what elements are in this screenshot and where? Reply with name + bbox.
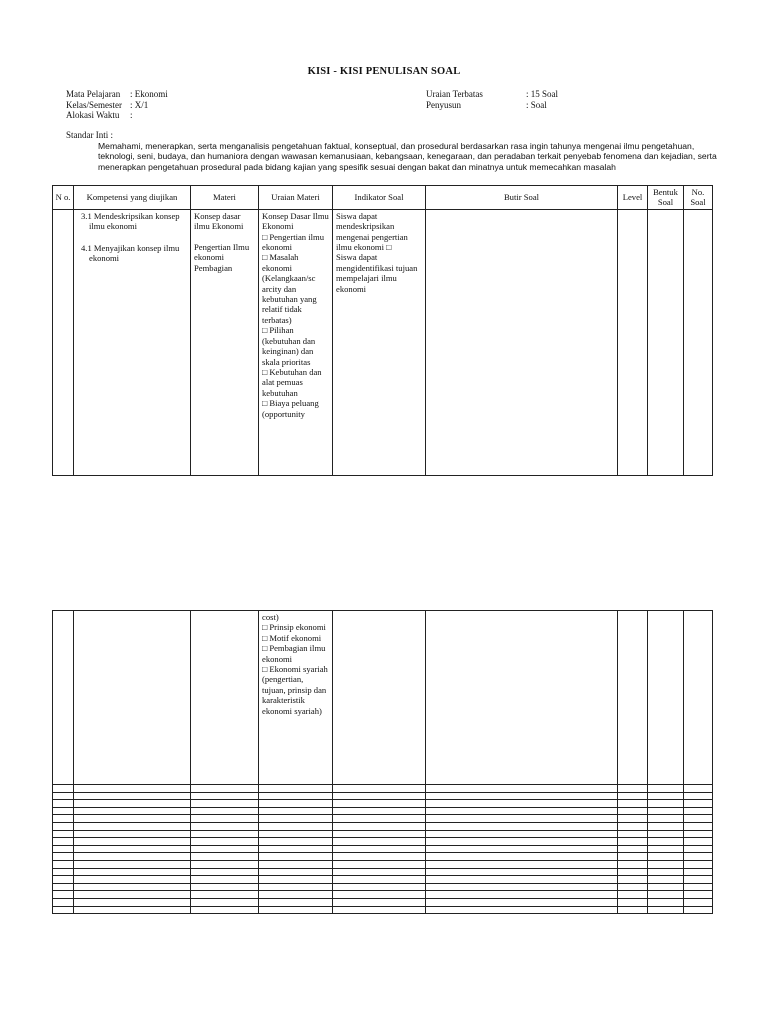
meta-row-kelas-semester	[66, 100, 168, 111]
empty-cell	[74, 891, 191, 899]
meta-row-penyusun	[426, 100, 558, 111]
empty-cell	[684, 906, 713, 914]
empty-cell	[618, 898, 648, 906]
empty-table-row	[53, 838, 713, 846]
empty-cell	[74, 883, 191, 891]
empty-table-row	[53, 876, 713, 884]
empty-cell	[333, 860, 426, 868]
cell-uraian-materi: Konsep Dasar Ilmu Ekonomi □ Pengertian ilmu ekonomi □ Masalah ekonomi (Kelangkaan/sc arcity dan kebutuhan yang relatif tidak terbatas) □ Pilihan (kebutuhan dan keinginan) dan skala prioritas □ Kebutuhan dan alat pemuas kebutuhan □ Biaya peluang (opportunity	[259, 209, 333, 475]
empty-cell	[618, 785, 648, 793]
empty-cell	[618, 845, 648, 853]
empty-cell	[684, 800, 713, 808]
empty-cell	[259, 906, 333, 914]
empty-cell	[53, 868, 74, 876]
empty-cell	[648, 891, 684, 899]
empty-cell	[333, 891, 426, 899]
empty-table-row	[53, 830, 713, 838]
empty-cell	[333, 898, 426, 906]
cell-no	[53, 611, 74, 785]
header-indikator-soal: Indikator Soal	[333, 186, 426, 210]
empty-table-row	[53, 822, 713, 830]
empty-cell	[684, 891, 713, 899]
meta-label: Uraian Terbatas	[426, 89, 483, 99]
empty-table-row	[53, 815, 713, 823]
empty-cell	[648, 800, 684, 808]
empty-cell	[648, 876, 684, 884]
empty-cell	[333, 853, 426, 861]
empty-cell	[684, 898, 713, 906]
empty-cell	[618, 807, 648, 815]
empty-cell	[684, 860, 713, 868]
cell-indikator-soal	[333, 611, 426, 785]
empty-cell	[191, 792, 259, 800]
empty-cell	[684, 853, 713, 861]
empty-cell	[53, 906, 74, 914]
empty-cell	[191, 838, 259, 846]
empty-cell	[426, 868, 618, 876]
empty-cell	[191, 906, 259, 914]
empty-cell	[259, 792, 333, 800]
empty-cell	[74, 845, 191, 853]
empty-cell	[74, 800, 191, 808]
empty-cell	[333, 800, 426, 808]
empty-table-row	[53, 906, 713, 914]
empty-cell	[191, 807, 259, 815]
empty-cell	[53, 883, 74, 891]
meta-row-alokasi-waktu	[66, 110, 168, 121]
empty-cell	[648, 822, 684, 830]
empty-cell	[74, 815, 191, 823]
header-kompetensi: Kompetensi yang diujikan	[74, 186, 191, 210]
empty-cell	[53, 792, 74, 800]
empty-cell	[648, 838, 684, 846]
empty-table-row	[53, 883, 713, 891]
table-header-row	[53, 186, 713, 210]
empty-cell	[53, 800, 74, 808]
empty-cell	[259, 800, 333, 808]
empty-cell	[333, 906, 426, 914]
empty-cell	[259, 876, 333, 884]
empty-cell	[684, 868, 713, 876]
empty-cell	[259, 815, 333, 823]
empty-cell	[426, 860, 618, 868]
empty-cell	[333, 883, 426, 891]
header-no: N o.	[53, 186, 74, 210]
cell-kompetensi	[74, 209, 191, 475]
meta-label: Penyusun	[426, 99, 462, 110]
empty-cell	[259, 860, 333, 868]
empty-cell	[191, 853, 259, 861]
empty-cell	[684, 838, 713, 846]
cell-no	[53, 209, 74, 475]
empty-table-row	[53, 807, 713, 815]
empty-cell	[648, 785, 684, 793]
table-row	[53, 209, 713, 475]
empty-cell	[648, 883, 684, 891]
empty-cell	[53, 860, 74, 868]
empty-table-row	[53, 868, 713, 876]
empty-table-row	[53, 785, 713, 793]
empty-cell	[333, 845, 426, 853]
header-level: Level	[618, 186, 648, 210]
empty-cell	[426, 830, 618, 838]
empty-cell	[333, 792, 426, 800]
empty-cell	[648, 906, 684, 914]
empty-cell	[333, 807, 426, 815]
empty-cell	[74, 792, 191, 800]
empty-cell	[53, 785, 74, 793]
empty-cell	[259, 853, 333, 861]
empty-cell	[74, 860, 191, 868]
meta-label: Kelas/Semester	[66, 99, 122, 110]
empty-cell	[191, 830, 259, 838]
empty-cell	[191, 822, 259, 830]
empty-cell	[74, 830, 191, 838]
empty-cell	[333, 838, 426, 846]
empty-cell	[259, 838, 333, 846]
empty-cell	[53, 815, 74, 823]
empty-cell	[426, 815, 618, 823]
empty-table-row	[53, 853, 713, 861]
empty-cell	[333, 822, 426, 830]
empty-cell	[333, 785, 426, 793]
standar-inti-text: Memahami, menerapkan, serta menganalisis pengetahuan faktual, konseptual, dan prosedural berdasarkan rasa ingin tahunya mengenai ilmu pengetahuan, teknologi, seni, budaya, dan humaniora dengan wawasan kemanusiaan, kebangsaan, kenegaraan, dan peradaban terkait penyebab fenomena dan kejadian, serta menerapkan pengetahuan prosedural pada bidang kajian yang spesifik sesuai dengan bakat dan minatnya untuk memecahkan masalah	[98, 140, 717, 172]
empty-cell	[684, 815, 713, 823]
meta-label: Mata Pelajaran	[66, 89, 121, 99]
empty-table-row	[53, 860, 713, 868]
cell-level	[618, 209, 648, 475]
empty-cell	[191, 815, 259, 823]
empty-cell	[618, 891, 648, 899]
empty-cell	[191, 868, 259, 876]
empty-cell	[259, 807, 333, 815]
kisi-table-continued	[52, 610, 713, 914]
meta-label: Alokasi Waktu	[66, 110, 120, 120]
empty-cell	[426, 792, 618, 800]
cell-butir-soal	[426, 611, 618, 785]
empty-cell	[426, 807, 618, 815]
empty-cell	[259, 898, 333, 906]
empty-cell	[259, 883, 333, 891]
empty-cell	[648, 860, 684, 868]
empty-cell	[191, 891, 259, 899]
standar-inti	[66, 130, 726, 172]
meta-row-mata-pelajaran	[66, 89, 168, 100]
empty-cell	[74, 785, 191, 793]
empty-cell	[74, 906, 191, 914]
cell-uraian-materi: cost) □ Prinsip ekonomi □ Motif ekonomi □ Pembagian ilmu ekonomi □ Ekonomi syariah (pengertian, tujuan, prinsip dan karakteristik ekonomi syariah)	[259, 611, 333, 785]
empty-cell	[53, 891, 74, 899]
header-bentuk-soal: Bentuk Soal	[648, 186, 684, 210]
empty-cell	[426, 838, 618, 846]
empty-cell	[648, 853, 684, 861]
empty-cell	[426, 853, 618, 861]
table-row	[53, 611, 713, 785]
empty-cell	[618, 860, 648, 868]
header-uraian-materi: Uraian Materi	[259, 186, 333, 210]
empty-cell	[618, 822, 648, 830]
empty-cell	[191, 860, 259, 868]
cell-no-soal	[684, 611, 713, 785]
empty-cell	[684, 830, 713, 838]
empty-table-row	[53, 891, 713, 899]
meta-value: :	[130, 110, 133, 120]
meta-value: : X/1	[130, 99, 149, 110]
empty-cell	[648, 792, 684, 800]
standar-inti-label: Standar Inti :	[66, 130, 113, 140]
empty-cell	[618, 792, 648, 800]
empty-cell	[53, 898, 74, 906]
meta-left	[66, 89, 168, 121]
empty-cell	[426, 898, 618, 906]
empty-table-row	[53, 800, 713, 808]
kompetensi-item: 3.1 Mendeskripsikan konsep ilmu ekonomi	[81, 210, 180, 232]
header-butir-soal: Butir Soal	[426, 186, 618, 210]
empty-cell	[618, 883, 648, 891]
empty-cell	[74, 822, 191, 830]
header-materi: Materi	[191, 186, 259, 210]
meta-value: : Ekonomi	[130, 89, 168, 99]
empty-cell	[426, 822, 618, 830]
cell-materi: Konsep dasar ilmu Ekonomi Pengertian Ilmu ekonomi Pembagian	[191, 209, 259, 475]
empty-cell	[259, 868, 333, 876]
empty-cell	[53, 853, 74, 861]
empty-cell	[684, 785, 713, 793]
kompetensi-item: 4.1 Menyajikan konsep ilmu ekonomi	[81, 242, 180, 264]
empty-cell	[618, 815, 648, 823]
empty-cell	[684, 792, 713, 800]
empty-cell	[333, 876, 426, 884]
empty-cell	[684, 822, 713, 830]
empty-cell	[191, 800, 259, 808]
empty-cell	[333, 868, 426, 876]
empty-cell	[53, 807, 74, 815]
empty-cell	[618, 800, 648, 808]
meta-right	[426, 89, 558, 110]
empty-cell	[191, 845, 259, 853]
empty-cell	[684, 807, 713, 815]
empty-cell	[74, 898, 191, 906]
header-no-soal: No. Soal	[684, 186, 713, 210]
empty-cell	[426, 845, 618, 853]
empty-cell	[684, 883, 713, 891]
kisi-table	[52, 185, 713, 476]
empty-cell	[618, 838, 648, 846]
empty-cell	[333, 830, 426, 838]
page-title: KISI - KISI PENULISAN SOAL	[307, 66, 461, 77]
empty-cell	[259, 830, 333, 838]
empty-cell	[259, 891, 333, 899]
empty-cell	[648, 815, 684, 823]
empty-table-row	[53, 792, 713, 800]
empty-cell	[74, 876, 191, 884]
empty-cell	[618, 853, 648, 861]
empty-cell	[53, 822, 74, 830]
empty-cell	[618, 830, 648, 838]
empty-cell	[74, 868, 191, 876]
empty-cell	[648, 830, 684, 838]
empty-cell	[74, 838, 191, 846]
empty-cell	[74, 807, 191, 815]
empty-cell	[426, 876, 618, 884]
cell-bentuk-soal	[648, 209, 684, 475]
empty-cell	[259, 785, 333, 793]
empty-cell	[191, 876, 259, 884]
empty-cell	[191, 785, 259, 793]
empty-cell	[618, 876, 648, 884]
empty-cell	[426, 785, 618, 793]
empty-table-row	[53, 845, 713, 853]
cell-level	[618, 611, 648, 785]
cell-no-soal	[684, 209, 713, 475]
meta-value: : Soal	[526, 99, 547, 110]
meta-value: : 15 Soal	[526, 89, 559, 99]
empty-cell	[333, 815, 426, 823]
empty-cell	[191, 883, 259, 891]
cell-indikator-soal: Siswa dapat mendeskripsikan mengenai pengertian ilmu ekonomi □ Siswa dapat mengidentifikasi tujuan mempelajari ilmu ekonomi	[333, 209, 426, 475]
empty-cell	[684, 845, 713, 853]
cell-kompetensi	[74, 611, 191, 785]
empty-cell	[648, 845, 684, 853]
empty-cell	[648, 898, 684, 906]
empty-cell	[53, 845, 74, 853]
empty-cell	[191, 898, 259, 906]
cell-materi	[191, 611, 259, 785]
cell-butir-soal	[426, 209, 618, 475]
empty-cell	[74, 853, 191, 861]
empty-cell	[684, 876, 713, 884]
empty-cell	[648, 807, 684, 815]
empty-cell	[426, 800, 618, 808]
empty-cell	[618, 906, 648, 914]
empty-cell	[648, 868, 684, 876]
empty-cell	[259, 822, 333, 830]
empty-cell	[53, 876, 74, 884]
empty-cell	[426, 906, 618, 914]
empty-cell	[53, 838, 74, 846]
empty-cell	[259, 845, 333, 853]
empty-cell	[426, 883, 618, 891]
empty-cell	[426, 891, 618, 899]
cell-bentuk-soal	[648, 611, 684, 785]
empty-cell	[53, 830, 74, 838]
empty-cell	[618, 868, 648, 876]
empty-table-row	[53, 898, 713, 906]
meta-row-uraian-terbatas	[426, 89, 558, 100]
